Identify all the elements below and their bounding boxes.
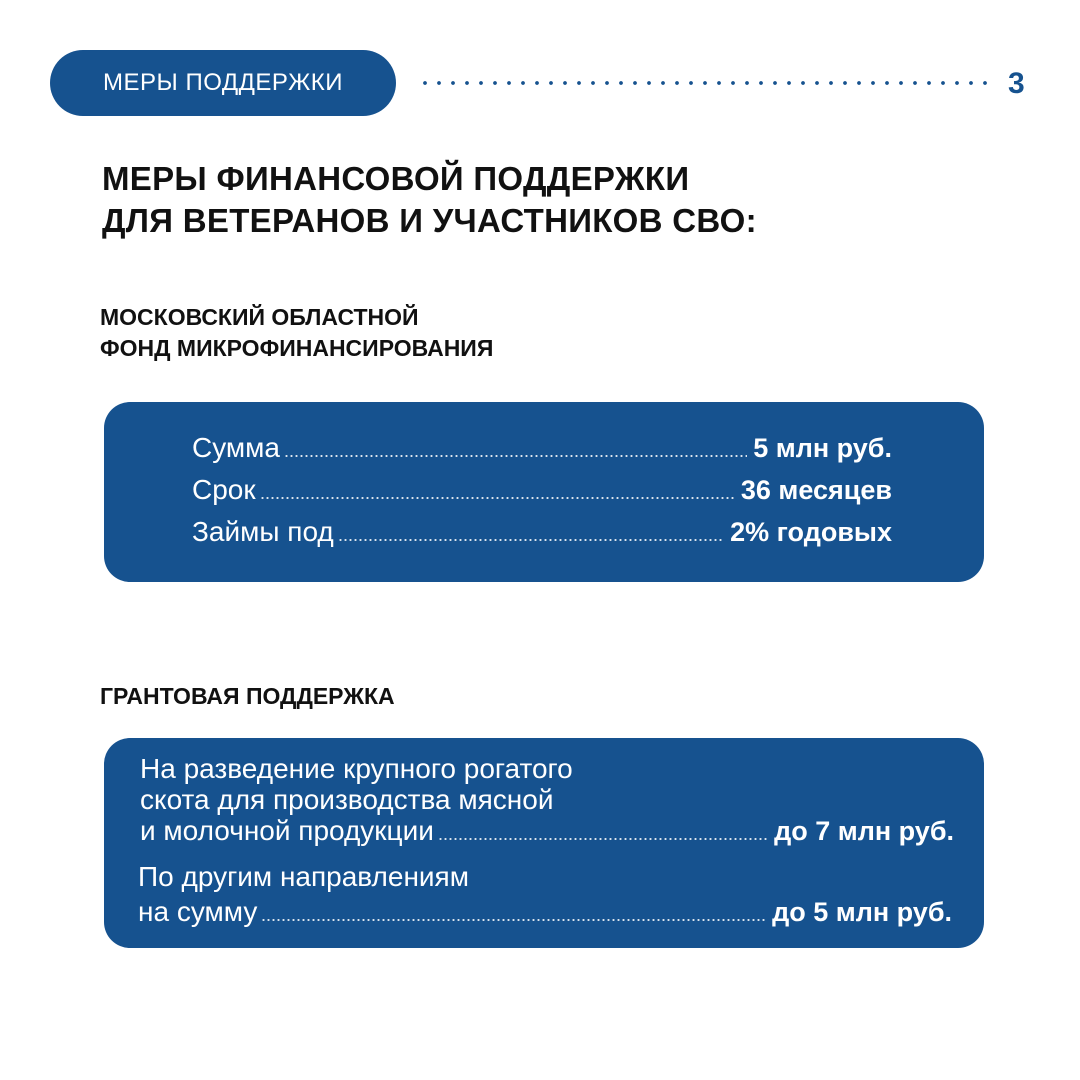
dotted-divider — [418, 76, 990, 90]
grant-item-2-row — [138, 896, 952, 928]
fund-row-value: 2% годовых — [730, 517, 892, 547]
grant-item-1-row — [140, 815, 954, 847]
dot-leader — [438, 838, 768, 840]
grant-item-1-line-2: скота для производства мясной — [140, 784, 554, 815]
section-pill — [50, 50, 396, 116]
fund-row-term — [192, 474, 892, 510]
fund-card — [104, 402, 984, 582]
grant-item-2-line-1: По другим направлениям — [138, 861, 469, 892]
dot-leader — [260, 497, 735, 499]
section-pill-label: МЕРЫ ПОДДЕРЖКИ — [103, 69, 343, 96]
grant-section-title — [100, 681, 800, 712]
grant-title: ГРАНТОВАЯ ПОДДЕРЖКА — [100, 683, 395, 709]
fund-section-title — [100, 302, 800, 364]
fund-row-value: 5 млн руб. — [753, 433, 892, 463]
dot-leader — [261, 919, 766, 921]
fund-row-label: Займы под — [192, 516, 334, 547]
fund-row-rate — [192, 516, 892, 552]
fund-title-line-1: МОСКОВСКИЙ ОБЛАСТНОЙ — [100, 304, 419, 330]
grant-item-2-last-line: на сумму — [138, 896, 258, 927]
grant-item-1-value: до 7 млн руб. — [774, 816, 954, 846]
grant-card — [104, 738, 984, 948]
fund-title-line-2: ФОНД МИКРОФИНАНСИРОВАНИЯ — [100, 335, 494, 361]
page-number: 3 — [1008, 67, 1025, 100]
page-title-line-2: ДЛЯ ВЕТЕРАНОВ И УЧАСТНИКОВ СВО: — [102, 202, 757, 239]
grant-item-2-value: до 5 млн руб. — [772, 897, 952, 927]
fund-row-value: 36 месяцев — [740, 475, 892, 505]
fund-row-label: Сумма — [192, 432, 280, 463]
page-title — [102, 158, 902, 242]
page-title-line-1: МЕРЫ ФИНАНСОВОЙ ПОДДЕРЖКИ — [102, 160, 690, 197]
dot-leader — [338, 539, 724, 541]
dot-leader — [284, 455, 747, 457]
grant-item-1-last-line: и молочной продукции — [140, 815, 434, 846]
fund-row-label: Срок — [192, 474, 256, 505]
grant-item-1-line-1: На разведение крупного рогатого — [140, 753, 573, 784]
fund-row-amount — [192, 432, 892, 468]
